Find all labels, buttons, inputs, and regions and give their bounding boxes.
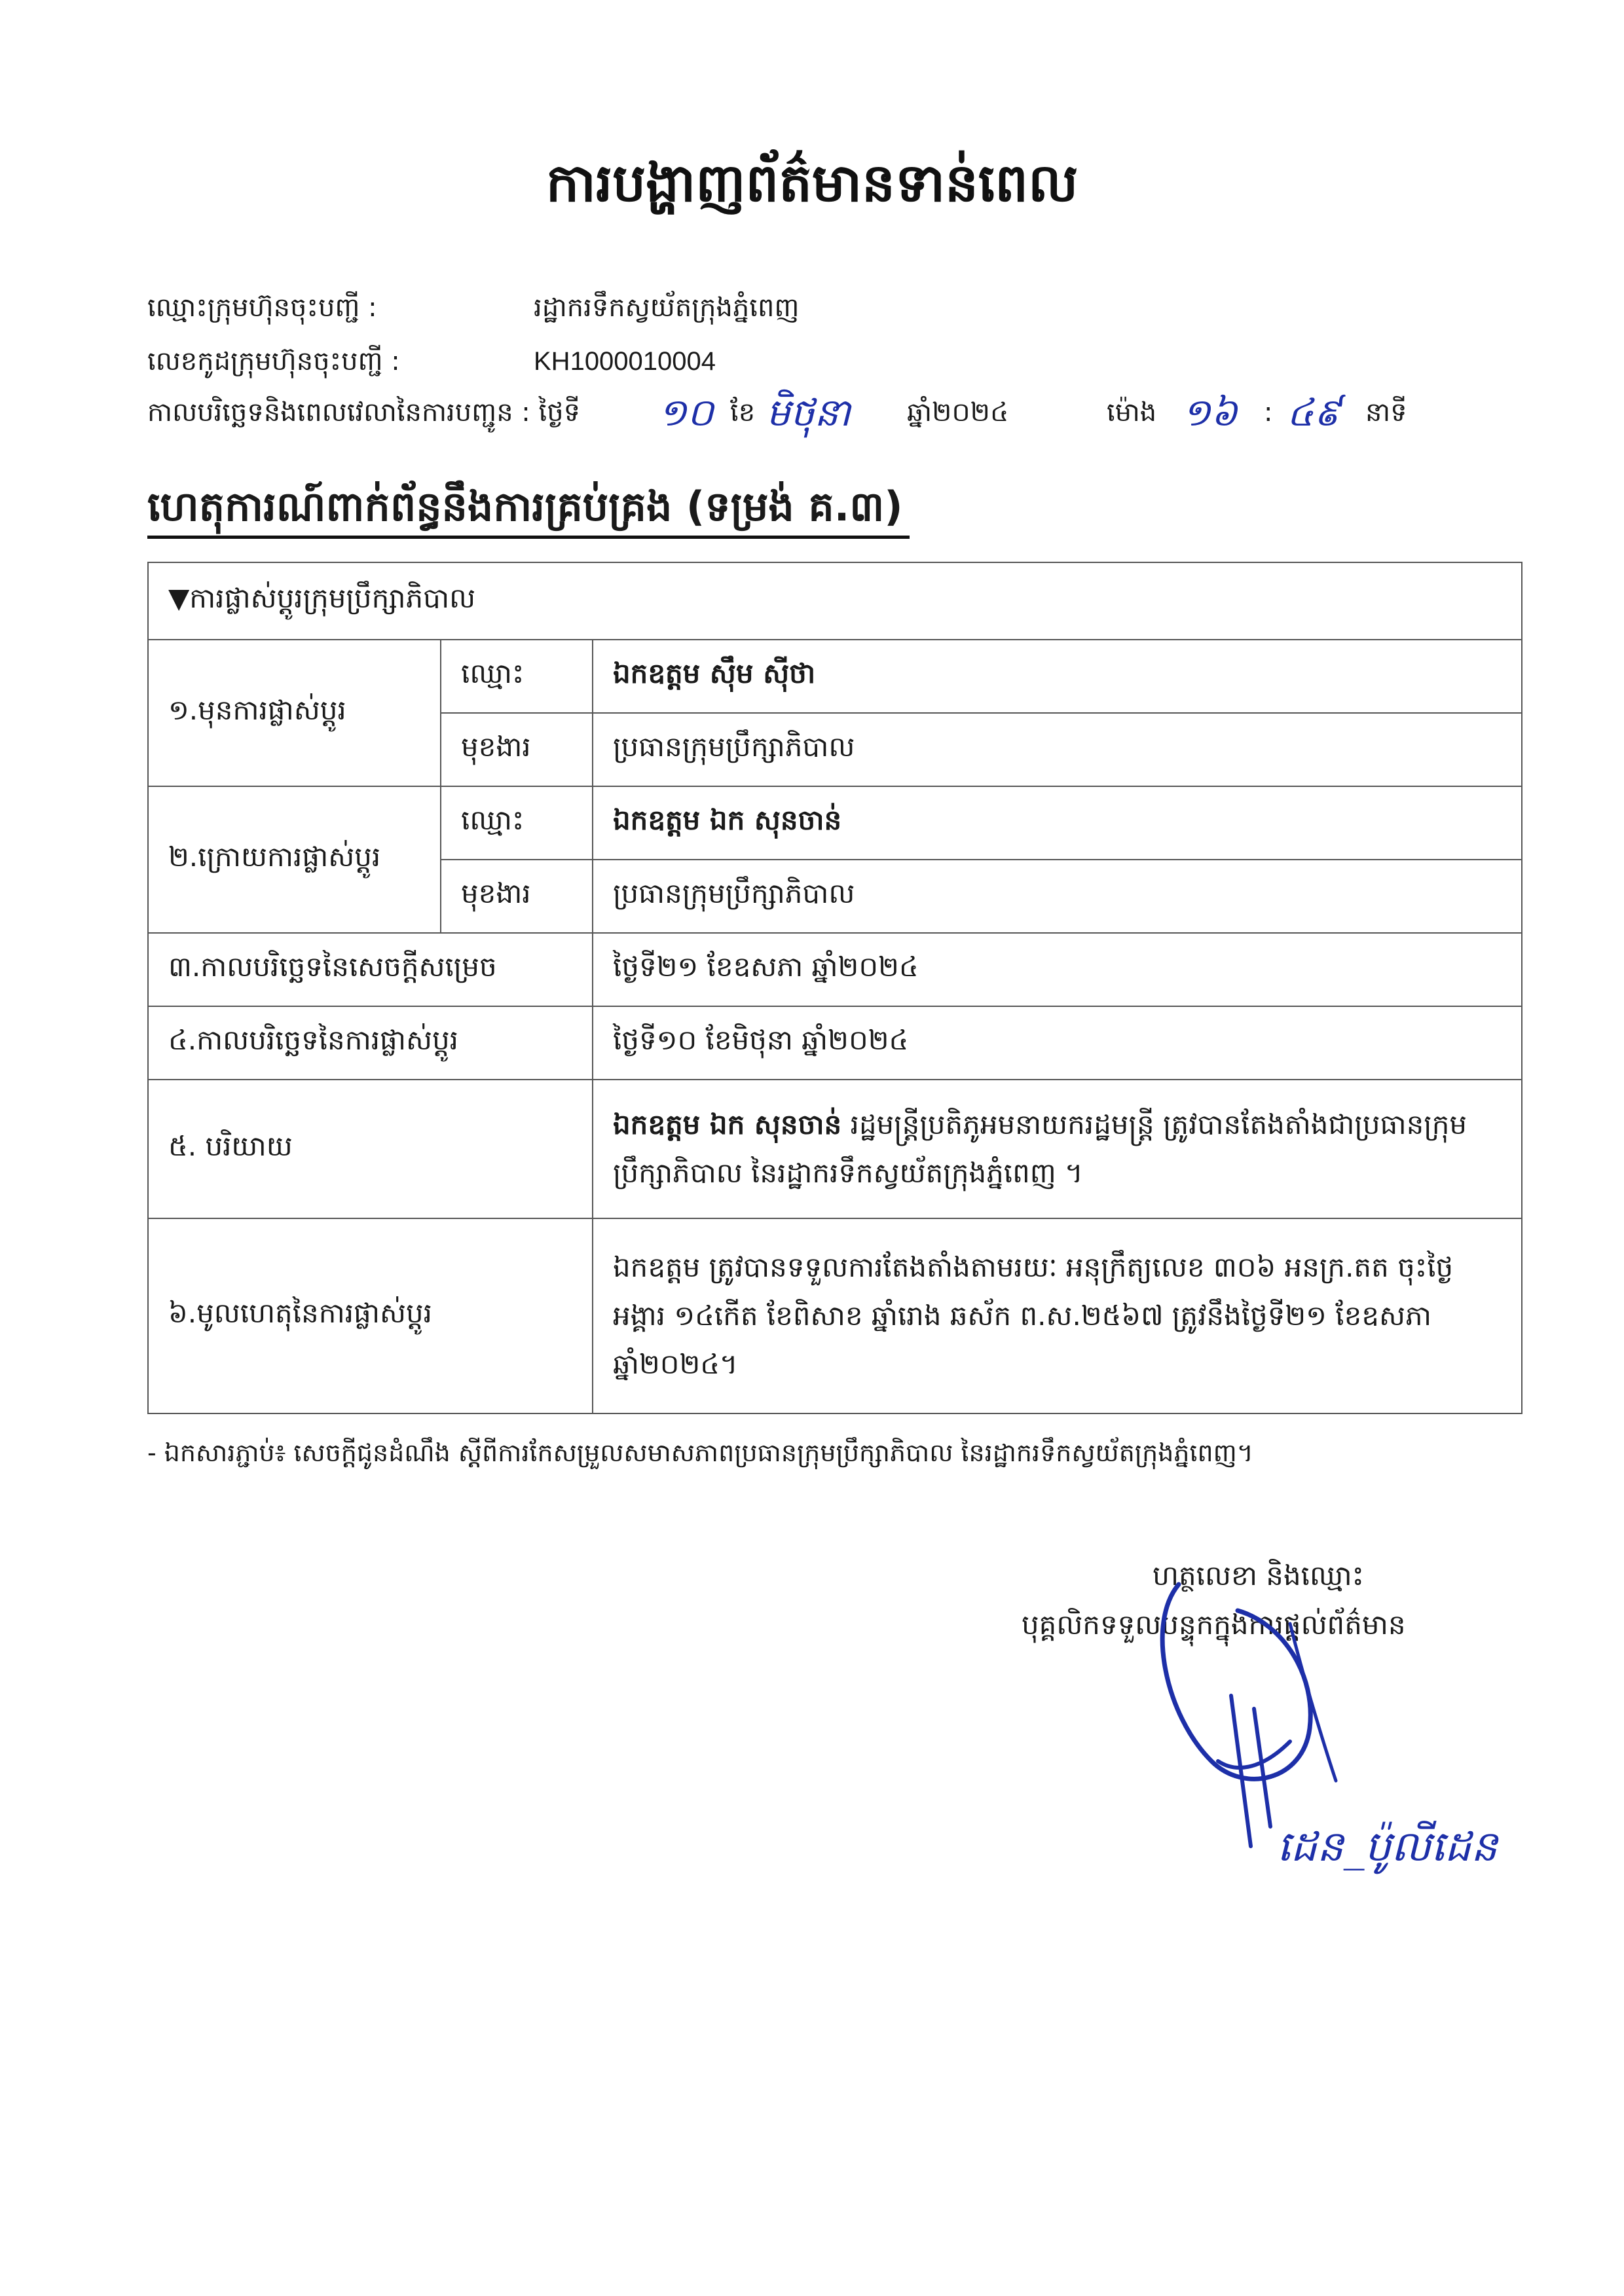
company-name-value: រដ្ឋាករទឹកស្វយ័តក្រុងភ្នំពេញ	[534, 293, 800, 323]
change-date-label: ៤.កាលបរិច្ឆេទនៃការផ្លាស់ប្តូរ	[148, 1006, 593, 1080]
after-position-sublabel: មុខងារ	[441, 860, 593, 933]
table-header: ▼ការផ្លាស់ប្តូរក្រុមប្រឹក្សាភិបាល	[148, 562, 1522, 640]
signature-label-line1: ហត្ថលេខា និងឈ្មោះ	[1153, 1559, 1365, 1592]
submission-colon: :	[1264, 397, 1273, 428]
submission-day: ១០	[658, 390, 714, 435]
company-code-label: លេខកូដក្រុមហ៊ុនចុះបញ្ជី :	[147, 346, 400, 376]
signature-label-line2: បុគ្គលិកទទួលបន្ទុកក្នុងការផ្តល់ព័ត៌មាន	[1022, 1609, 1406, 1641]
decision-date-value: ថ្ងៃទី២១ ខែឧសភា ឆ្នាំ២០២៤	[593, 933, 1522, 1006]
company-name-label: ឈ្មោះក្រុមហ៊ុនចុះបញ្ជី :	[147, 293, 377, 323]
description-value	[593, 1080, 1522, 1218]
before-change-label: ១.មុនការផ្លាស់ប្តូរ	[148, 640, 441, 786]
submission-month: មិថុនា	[766, 390, 851, 435]
submission-year: ឆ្នាំ២០២៤	[907, 397, 1009, 428]
before-position-sublabel: មុខងារ	[441, 713, 593, 786]
description-text: រដ្ឋមន្ត្រីប្រតិភូអមនាយករដ្ឋមន្ត្រី ត្រូវបានតែងតាំងជាប្រធានក្រុមប្រឹក្សាភិបាល នៃរដ្ឋាករទឹកស្វយ័តក្រុងភ្នំពេញ ។	[613, 1108, 1467, 1189]
board-change-table	[147, 562, 1522, 1414]
change-date-value: ថ្ងៃទី១០ ខែមិថុនា ឆ្នាំ២០២៤	[593, 1006, 1522, 1080]
after-change-label: ២.ក្រោយការផ្លាស់ប្តូរ	[148, 786, 441, 933]
submission-minute-unit: នាទី	[1365, 397, 1407, 428]
decision-date-label: ៣.កាលបរិច្ឆេទនៃសេចក្តីសម្រេច	[148, 933, 593, 1006]
reason-label: ៦.មូលហេតុនៃការផ្លាស់ប្តូរ	[148, 1218, 593, 1413]
before-position-value: ប្រធានក្រុមប្រឹក្សាភិបាល	[593, 713, 1522, 786]
attachment-footnote: - ឯកសារភ្ជាប់៖ សេចក្តីជូនដំណឹង ស្តីពីការកែសម្រួលសមាសភាពប្រធានក្រុមប្រឹក្សាភិបាល នៃរដ្ឋាករទឹកស្វយ័តក្រុងភ្នំពេញ។	[147, 1438, 1253, 1467]
page-title: ការបង្ហាញព័ត៌មានទាន់ពេល	[545, 153, 1079, 213]
submission-date-label: កាលបរិច្ឆេទនិងពេលវេលានៃការបញ្ជូន : ថ្ងៃទី	[147, 397, 580, 428]
after-position-value: ប្រធានក្រុមប្រឹក្សាភិបាល	[593, 860, 1522, 933]
after-name-value: ឯកឧត្តម ឯក សុនចាន់	[593, 786, 1522, 860]
signatory-name: ដេន_ប៉ូលីដេន	[1277, 1823, 1498, 1871]
description-bold-name: ឯកឧត្តម ឯក សុនចាន់	[613, 1108, 842, 1140]
submission-minute: ៤៩	[1287, 390, 1341, 435]
submission-month-label: ខែ	[730, 397, 756, 428]
section-title: ហេតុការណ៍ពាក់ព័ន្ធនឹងការគ្រប់គ្រង (ទម្រង់ គ.៣)	[147, 478, 910, 539]
before-name-sublabel: ឈ្មោះ	[441, 640, 593, 713]
submission-hour: ១៦	[1182, 390, 1238, 435]
before-name-value: ឯកឧត្តម ស៊ឹម ស៊ីថា	[593, 640, 1522, 713]
description-label: ៥. បរិយាយ	[148, 1080, 593, 1218]
after-name-sublabel: ឈ្មោះ	[441, 786, 593, 860]
submission-time-label: ម៉ោង	[1107, 397, 1157, 428]
company-code-value: KH1000010004	[534, 347, 716, 376]
reason-value: ឯកឧត្តម ត្រូវបានទទួលការតែងតាំងតាមរយៈ អនុក្រឹត្យលេខ ៣០៦ អនក្រ.តត ចុះថ្ងៃអង្គារ ១៤កើត ខែពិសាខ ឆ្នាំរោង ឆស័ក ព.ស.២៥៦៧ ត្រូវនឹងថ្ងៃទី២១ ខែឧសភា ឆ្នាំ២០២៤។	[593, 1218, 1522, 1413]
signature-block	[1022, 1545, 1545, 1886]
